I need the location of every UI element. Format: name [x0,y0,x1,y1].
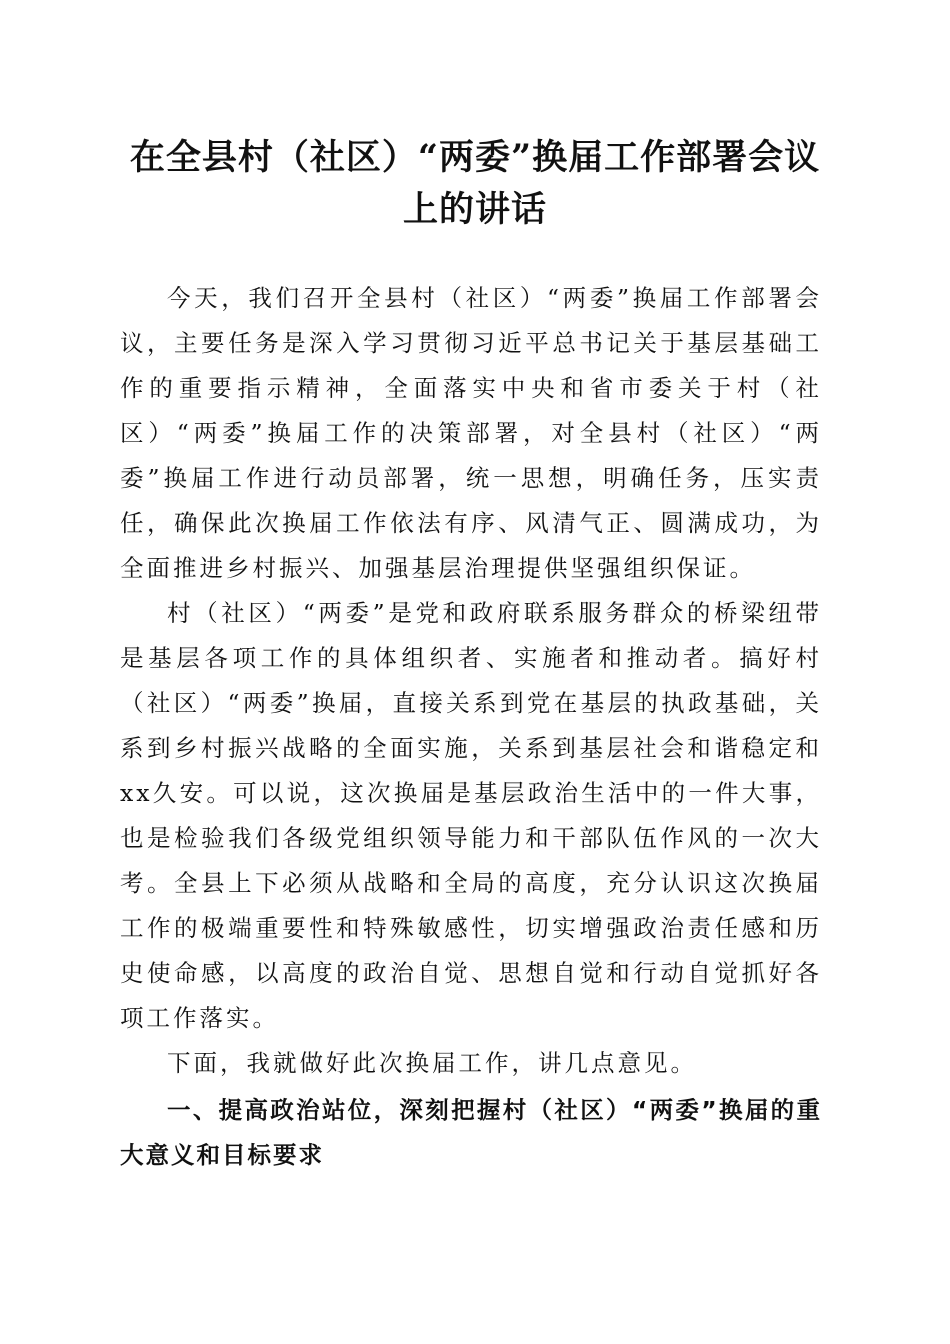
document-title [110,132,840,236]
paragraph-significance: 村（社区）“两委”是党和政府联系服务群众的桥梁纽带是基层各项工作的具体组织者、实施者和推动者。搞好村（社区）“两委”换届，直接关系到党在基层的执政基础，关系到乡村振兴战略的全面实施，关系到基层社会和谐稳定和xx久安。可以说，这次换届是基层政治生活中的一件大事，也是检验我们各级党组织领导能力和干部队伍作风的一次大考。全县上下必须从战略和全局的高度，充分认识这次换届工作的极端重要性和特殊敏感性，切实增强政治责任感和历史使命感，以高度的政治自觉、思想自觉和行动自觉抓好各项工作落实。 [120,599,822,1032]
paragraph-opening: 今天，我们召开全县村（社区）“两委”换届工作部署会议，主要任务是深入学习贯彻习近平总书记关于基层基础工作的重要指示精神，全面落实中央和省市委关于村（社区）“两委”换届工作的决策部署，对全县村（社区）“两委”换届工作进行动员部署，统一思想，明确任务，压实责任，确保此次换届工作依法有序、风清气正、圆满成功，为全面推进乡村振兴、加强基层治理提供坚强组织保证。 [120,284,822,582]
section-heading-1: 一、提高政治站位，深刻把握村（社区）“两委”换届的重大意义和目标要求 [120,1096,822,1169]
title-line-1: 在全县村（社区）“两委”换届工作部署会议 [129,137,821,178]
paragraph-transition: 下面，我就做好此次换届工作，讲几点意见。 [167,1049,697,1077]
title-line-2: 上的讲话 [402,189,547,230]
document-body [120,276,822,1178]
